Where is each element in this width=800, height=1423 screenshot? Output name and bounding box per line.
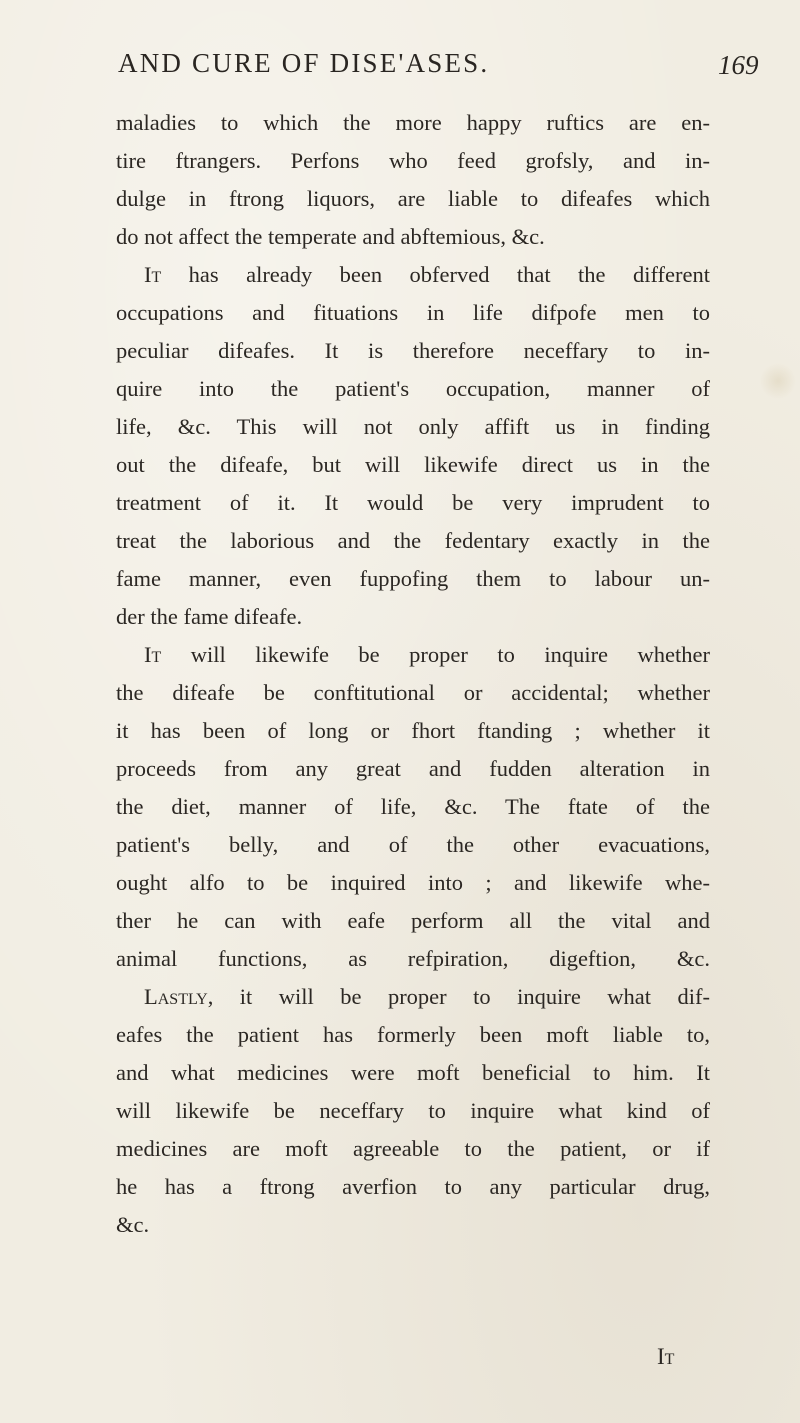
catchword: It [657, 1344, 675, 1369]
text-line: life, &c. This will not only affift us in finding [116, 414, 710, 439]
text-line: will likewife be neceffary to inquire what kind of [116, 1098, 710, 1123]
body-text [116, 104, 710, 1244]
paragraph-first-line [116, 636, 710, 674]
text-line: occupations and fituations in life difpofe men to [116, 300, 710, 325]
text-line: treat the laborious and the fedentary exactly in the [116, 528, 710, 553]
text-line: patient's belly, and of the other evacuations, [116, 832, 710, 857]
text-line: he has a ftrong averfion to any particular drug, [116, 1174, 710, 1199]
text-line: and what medicines were moft beneficial to him. It [116, 1060, 710, 1085]
text-line: the diet, manner of life, &c. The ftate of the [116, 794, 710, 819]
text-line: &c. [116, 1212, 150, 1237]
text-line: proceeds from any great and fudden alteration in [116, 756, 710, 781]
text-line: tire ftrangers. Perfons who feed grofsly, and in- [116, 148, 710, 173]
text-line: ought alfo to be inquired into ; and likewife whe- [116, 870, 710, 895]
text-line: animal functions, as refpiration, digeftion, &c. [116, 946, 710, 971]
text-line: quire into the patient's occupation, manner of [116, 376, 710, 401]
text-fragment: it will be proper to inquire what dif- [213, 984, 710, 1009]
text-line: it has been of long or fhort ftanding ; whether it [116, 718, 710, 743]
text-line: medicines are moft agreeable to the patient, or if [116, 1136, 710, 1161]
running-head: AND CURE OF DISE'ASES. [118, 48, 490, 78]
paragraph-lead: Lastly, [144, 984, 214, 1009]
page-number: 169 [718, 50, 759, 80]
text-line: maladies to which the more happy ruftics are en- [116, 110, 710, 135]
text-line: treatment of it. It would be very imprudent to [116, 490, 710, 515]
text-line: out the difeafe, but will likewife direct us in the [116, 452, 710, 477]
text-line: ther he can with eafe perform all the vital and [116, 908, 710, 933]
text-line: the difeafe be conftitutional or accidental; whether [116, 680, 710, 705]
paragraph-first-line [116, 978, 710, 1016]
text-line: eafes the patient has formerly been moft liable to, [116, 1022, 710, 1047]
paragraph-lead: It [144, 642, 162, 667]
text-line: der the fame difeafe. [116, 604, 303, 629]
text-line: fame manner, even fuppofing them to labour un- [116, 566, 710, 591]
paragraph-first-line [116, 256, 710, 294]
text-fragment: will likewife be proper to inquire whether [161, 642, 710, 667]
paragraph-lead: It [144, 262, 162, 287]
text-fragment: has already been obferved that the different [161, 262, 710, 287]
text-line: dulge in ftrong liquors, are liable to difeafes which [116, 186, 710, 211]
paper-stain [760, 362, 796, 400]
text-line: peculiar difeafes. It is therefore neceffary to in- [116, 338, 710, 363]
text-line: do not affect the temperate and abftemious, &c. [116, 224, 545, 249]
